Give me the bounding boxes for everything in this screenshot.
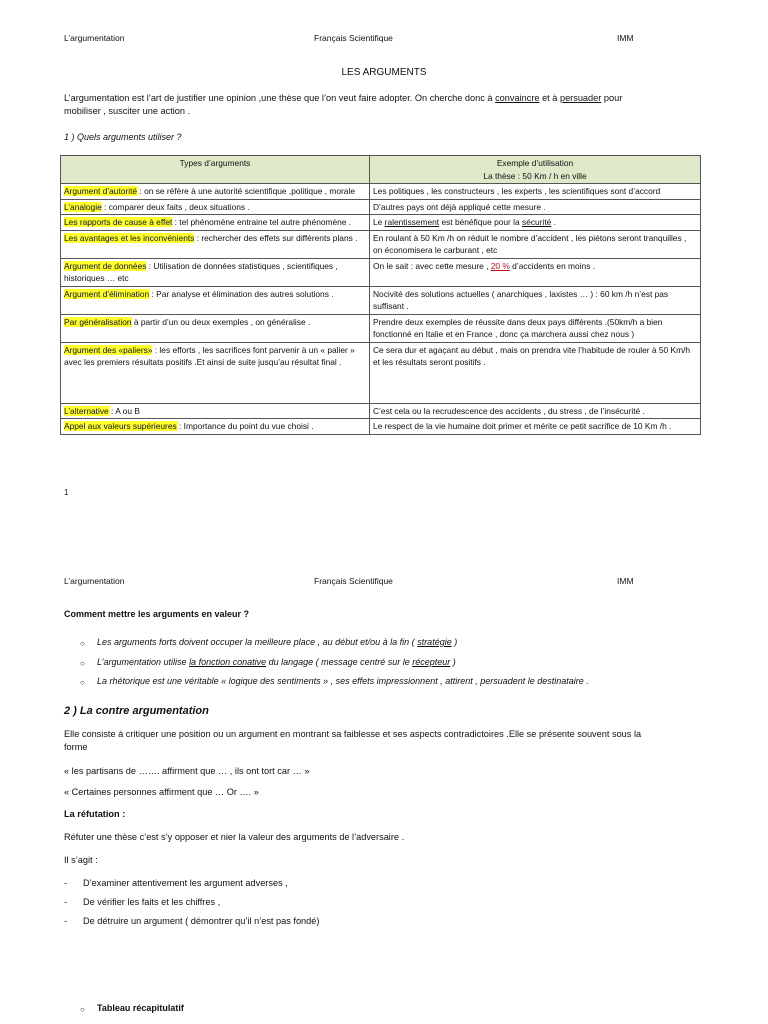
example-cell: D’autres pays ont déjà appliqué cette mesure .: [370, 199, 701, 215]
bullet-text: L’argumentation utilise: [97, 657, 190, 667]
page-number: 1: [64, 488, 69, 497]
example-text: d’accidents en moins .: [509, 260, 596, 271]
bullet-text: ): [451, 637, 458, 647]
intro-text-1: L’argumentation est l’art de justifier une opinion ,une thèse que l’on veut faire adopter. On cherche donc à: [64, 93, 496, 103]
list-item: De vérifier les faits et les chiffres ,: [83, 897, 221, 907]
bullet-item: [97, 637, 457, 647]
section-1-heading: 1 ) Quels arguments utiliser ?: [64, 132, 182, 142]
page-title: LES ARGUMENTS: [341, 67, 427, 78]
example-cell: Les politiques , les constructeurs , les experts , les scientifiques sont d’accord: [370, 184, 701, 200]
list-item: De détruire un argument ( démontrer qu’il n’est pas fondé): [83, 916, 320, 926]
bullet-text: ): [450, 657, 456, 667]
intro-and: et à: [539, 93, 560, 103]
argument-term: Argument d’autorité: [64, 186, 138, 196]
argument-term: Argument d’élimination: [64, 288, 150, 299]
header-example: [370, 156, 701, 184]
question-heading: Comment mettre les arguments en valeur ?: [64, 609, 250, 619]
bullet-text: Les arguments forts doivent occuper la meilleure place , au début et/ou à la fin (: [97, 637, 418, 647]
bullet-item: La rhétorique est une véritable « logique des sentiments » , ses effets impressionnent , attirent , persuadent le destinataire .: [97, 676, 589, 686]
header-left: L’argumentation: [64, 33, 125, 43]
quote-2: « Certaines personnes affirment que … Or …. »: [64, 787, 259, 797]
intro-line-2: mobiliser , susciter une action .: [64, 106, 191, 116]
argument-definition: : comparer deux faits , deux situations .: [101, 201, 250, 212]
table-row: [61, 258, 701, 286]
arguments-table: [60, 155, 701, 435]
dash-bullet-icon: -: [64, 897, 68, 907]
example-percentage: 20 %: [490, 260, 510, 271]
bullet-item: [97, 657, 456, 667]
table-row: [61, 342, 701, 403]
type-cell: [61, 419, 370, 435]
il-sagit-label: Il s’agit :: [64, 855, 98, 865]
intro-convaincre: convaincre: [495, 93, 540, 103]
paragraph-line: Elle consiste à critiquer une position ou un argument en montrant sa faiblesse et ses aspects contradictoires .Elle se présente souvent sous la: [64, 729, 642, 739]
intro-text-2: pour: [601, 93, 623, 103]
table-row: [61, 419, 701, 435]
circle-bullet-icon: ○: [80, 659, 85, 668]
header-types: Types d’arguments: [61, 156, 370, 184]
argument-term: Les rapports de cause à effet: [64, 217, 173, 227]
table-row: [61, 215, 701, 231]
argument-definition: : A ou B: [108, 405, 140, 416]
table-row: [61, 230, 701, 258]
argument-term: Argument de données: [64, 260, 147, 271]
example-ralentissement: ralentissement: [384, 217, 440, 227]
dash-bullet-icon: -: [64, 878, 68, 888]
header-center: Français Scientifique: [314, 576, 393, 586]
table-row: [61, 403, 701, 419]
list-item: D’examiner attentivement les argument adverses ,: [83, 878, 288, 888]
header-right: IMM: [617, 33, 634, 43]
example-cell: [370, 258, 701, 286]
refutation-title: La réfutation :: [64, 809, 126, 819]
argument-term: L’analogie: [64, 201, 102, 212]
refutation-definition: Réfuter une thèse c’est s’y opposer et nier la valeur des arguments de l’adversaire .: [64, 832, 405, 842]
type-cell: [61, 403, 370, 419]
argument-definition: à partir d’un ou deux exemples , on généralise .: [131, 316, 311, 327]
argument-term: Appel aux valeurs supérieures: [64, 421, 177, 431]
type-cell: [61, 199, 370, 215]
contre-argumentation-paragraph: [64, 728, 714, 754]
type-cell: [61, 215, 370, 231]
argument-definition: : Utilisation de données statistiques , scientifiques , historiques … etc: [64, 260, 338, 283]
argument-definition: : les efforts , les sacrifices font parvenir à un « palier » avec les premiers résultats positifs .Et ainsi de suite jusqu’au résultat final .: [64, 344, 355, 367]
quote-1: « les partisans de ……. affirment que … , ils ont tort car … »: [64, 766, 310, 776]
table-row: [61, 184, 701, 200]
recap-label: Tableau récapitulatif: [97, 1003, 184, 1013]
header-example-thesis: La thèse : 50 Km / h en ville: [483, 170, 587, 181]
example-cell: Le respect de la vie humaine doit primer et mérite ce petit sacrifice de 10 Km /h .: [370, 419, 701, 435]
type-cell: [61, 342, 370, 403]
table-header-row: [61, 156, 701, 184]
type-cell: [61, 258, 370, 286]
example-text: Le: [373, 217, 385, 227]
header-right: IMM: [617, 576, 634, 586]
type-cell: [61, 286, 370, 314]
argument-term: Les avantages et les inconvénients: [64, 232, 195, 243]
table-row: [61, 286, 701, 314]
example-cell: Ce sera dur et agaçant au début , mais on prendra vite l’habitude de rouler à 50 Km/h et les résultats seront positifs .: [370, 342, 701, 403]
dash-bullet-icon: -: [64, 916, 68, 926]
example-text: On le sait : avec cette mesure ,: [373, 260, 491, 271]
example-text: .: [551, 217, 556, 227]
bullet-fonction-conative: la fonction conative: [189, 657, 267, 667]
argument-definition: : on se réfère à une autorité scientifique ,politique , morale: [137, 186, 355, 196]
argument-term: Argument des «paliers»: [64, 344, 153, 355]
argument-definition: : tel phénomène entraine tel autre phénomène .: [172, 217, 352, 227]
header-left: L’argumentation: [64, 576, 125, 586]
header-center: Français Scientifique: [314, 33, 393, 43]
intro-paragraph: [64, 92, 714, 118]
bullet-recepteur: récepteur: [412, 657, 451, 667]
paragraph-line: forme: [64, 742, 88, 752]
intro-persuader: persuader: [559, 93, 602, 103]
argument-definition: : Importance du point du vue choisi .: [176, 421, 314, 431]
argument-definition: : Par analyse et élimination des autres solutions .: [149, 288, 334, 299]
bullet-strategie: stratégie: [417, 637, 452, 647]
section-2-heading: 2 ) La contre argumentation: [64, 705, 209, 717]
type-cell: [61, 184, 370, 200]
argument-term: L’alternative: [64, 405, 109, 416]
header-example-title: Exemple d’utilisation: [496, 158, 574, 168]
example-securite: sécurité: [522, 217, 552, 227]
example-cell: Prendre deux exemples de réussite dans deux pays différents .(50km/h a bien fonctionné en Italie et en France , donc ça marchera aussi chez nous ): [370, 314, 701, 342]
example-cell: Nocivité des solutions actuelles ( anarchiques , laxistes … ) : 60 km /h n’est pas suffisant .: [370, 286, 701, 314]
type-cell: [61, 314, 370, 342]
argument-term: Par généralisation: [64, 316, 132, 327]
table-row: [61, 199, 701, 215]
circle-bullet-icon: ○: [80, 678, 85, 687]
argument-definition: : rechercher des effets sur différents plans .: [194, 232, 358, 243]
type-cell: [61, 230, 370, 258]
example-cell: C’est cela ou la recrudescence des accidents , du stress , de l’insécurité .: [370, 403, 701, 419]
circle-bullet-icon: ○: [80, 639, 85, 648]
table-row: [61, 314, 701, 342]
example-cell: [370, 215, 701, 231]
bullet-text: du langage ( message centré sur le: [266, 657, 413, 667]
example-text: est bénéfique pour la: [439, 217, 523, 227]
circle-bullet-icon: ○: [80, 1005, 85, 1014]
example-cell: En roulant à 50 Km /h on réduit le nombre d’accident , les piétons seront tranquilles , on économisera le carburant , etc: [370, 230, 701, 258]
